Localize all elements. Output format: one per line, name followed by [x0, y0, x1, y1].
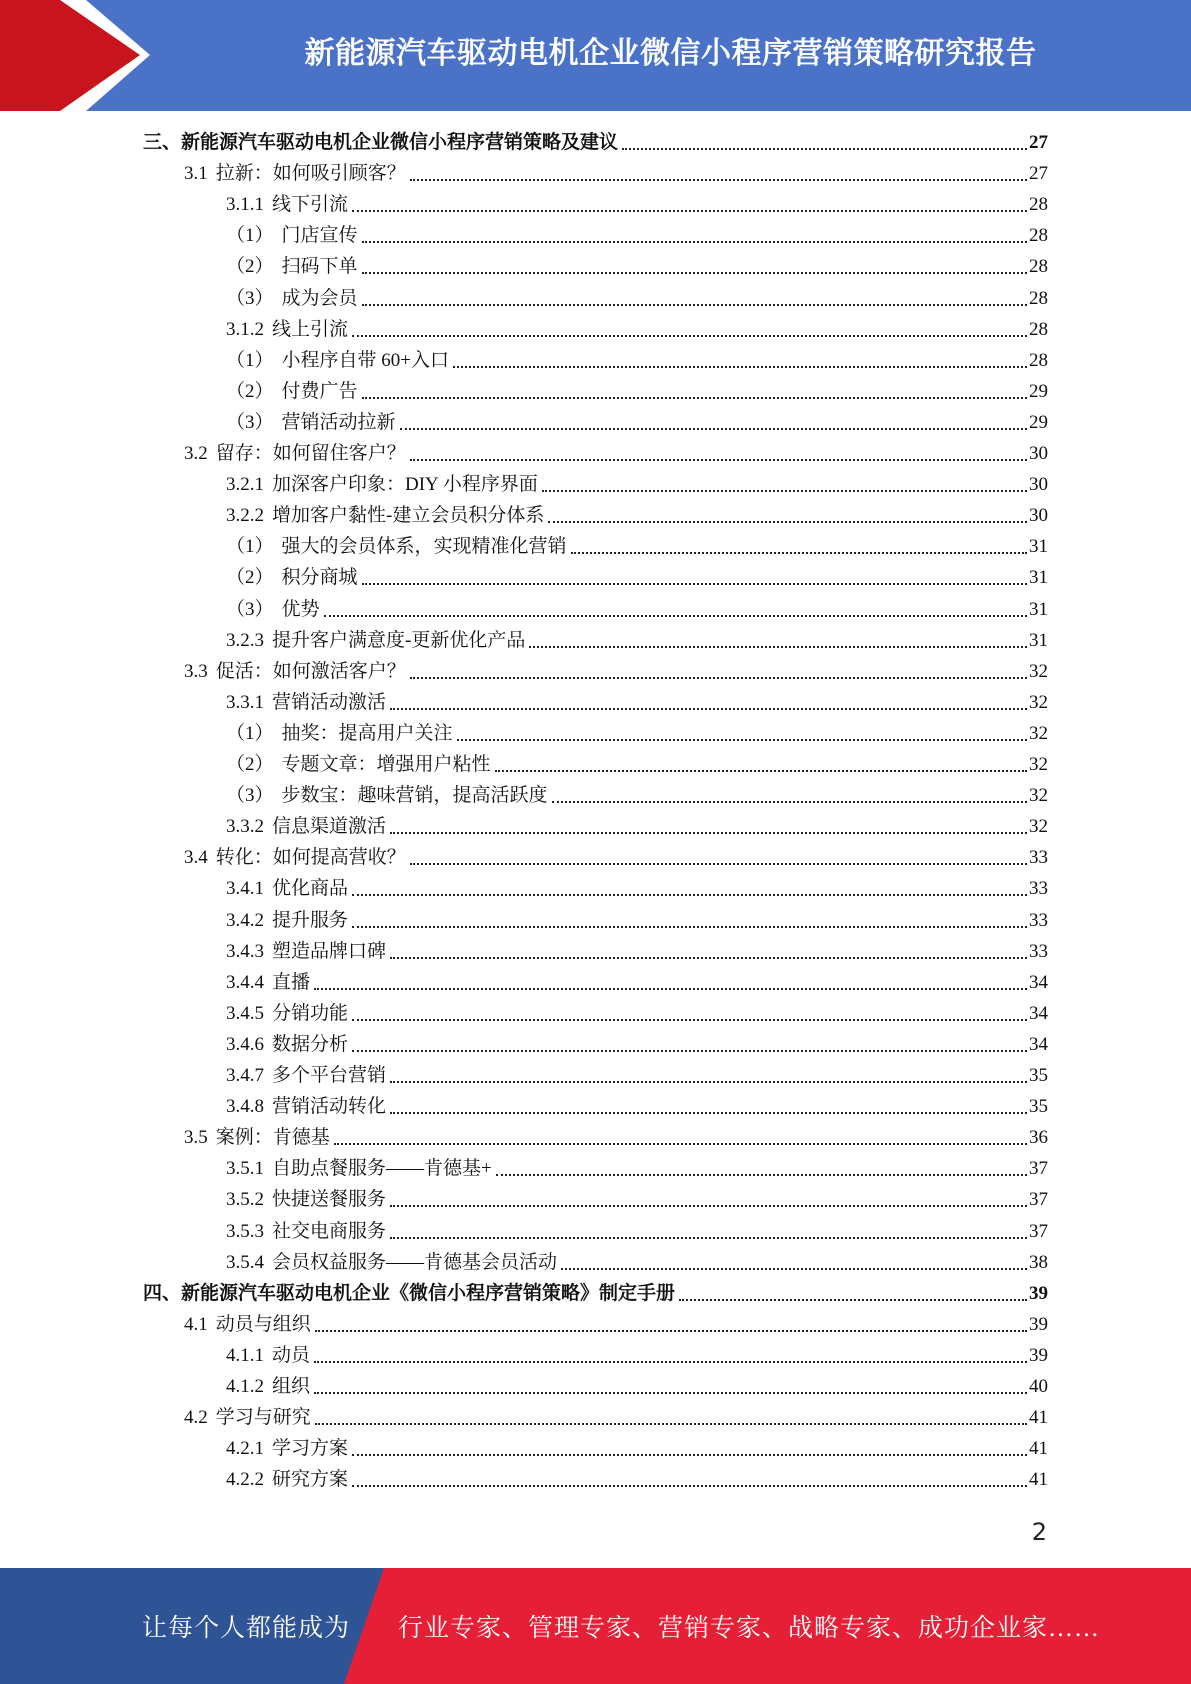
toc-entry[interactable]	[226, 1372, 1048, 1402]
toc-entry-number: 4.2.2	[226, 1469, 264, 1491]
toc-entry-number: 3.4.4	[226, 971, 264, 993]
toc-entry[interactable]	[143, 1279, 1048, 1309]
toc-entry-page: 27	[1029, 132, 1048, 153]
toc-dot-leader	[352, 1454, 1027, 1456]
toc-entry[interactable]	[226, 1061, 1048, 1091]
toc-entry-number: （3）	[226, 287, 274, 309]
toc-entry-page: 35	[1029, 1096, 1048, 1118]
toc-entry-title: 动员与组织	[215, 1313, 311, 1335]
toc-entry-number: 4.1	[184, 1313, 208, 1335]
toc-entry-page: 37	[1029, 1189, 1048, 1211]
toc-entry[interactable]	[184, 657, 1048, 687]
toc-entry-page: 30	[1029, 443, 1048, 464]
toc-entry-page: 41	[1029, 1469, 1048, 1491]
toc-entry-title: 动员	[272, 1344, 311, 1366]
toc-entry[interactable]	[226, 999, 1048, 1029]
toc-entry[interactable]	[184, 1123, 1048, 1153]
toc-dot-leader	[410, 179, 1027, 181]
toc-dot-leader	[390, 1237, 1027, 1239]
toc-entry-page: 27	[1029, 163, 1048, 185]
toc-entry-page: 33	[1029, 847, 1048, 869]
toc-entry-title: 数据分析	[272, 1033, 349, 1055]
toc-entry[interactable]	[226, 750, 1048, 780]
toc-entry-page: 37	[1029, 1158, 1048, 1180]
toc-entry-number: 4.2.1	[226, 1438, 264, 1460]
toc-entry-number: 3.1.2	[226, 318, 264, 340]
toc-dot-leader	[352, 894, 1027, 896]
toc-dot-leader	[352, 335, 1027, 337]
toc-dot-leader	[390, 708, 1027, 710]
toc-dot-leader	[548, 521, 1027, 523]
toc-entry-title: 新能源汽车驱动电机企业微信小程序营销策略及建议	[181, 132, 619, 153]
toc-entry[interactable]	[226, 346, 1048, 376]
toc-entry[interactable]	[226, 906, 1048, 936]
toc-entry-title: 优势	[281, 598, 320, 620]
toc-entry-number: 3.4.6	[226, 1033, 264, 1055]
toc-entry[interactable]	[226, 315, 1048, 345]
toc-dot-leader	[622, 148, 1027, 150]
toc-entry-page: 40	[1029, 1376, 1048, 1397]
toc-entry-title: 优化商品	[272, 878, 349, 900]
toc-entry-page: 33	[1029, 878, 1048, 900]
toc-dot-leader	[362, 241, 1027, 243]
toc-entry-number: 四、	[143, 1282, 182, 1304]
toc-entry-number: （2）	[226, 380, 274, 402]
toc-entry-title: 社交电商服务	[272, 1220, 387, 1242]
toc-entry[interactable]	[143, 128, 1048, 158]
toc-entry-page: 37	[1029, 1220, 1048, 1242]
toc-entry-page: 30	[1029, 474, 1048, 496]
toc-entry-title: 步数宝：趣味营销，提高活跃度	[281, 785, 548, 807]
toc-entry[interactable]	[184, 1310, 1048, 1340]
toc-entry[interactable]	[226, 377, 1048, 407]
toc-entry-number: 4.1.2	[226, 1376, 264, 1397]
toc-entry-number: 3.4.3	[226, 940, 264, 962]
toc-entry-page: 32	[1029, 660, 1048, 682]
toc-dot-leader	[410, 459, 1027, 461]
toc-entry-number: 3.4.7	[226, 1065, 264, 1086]
toc-dot-leader	[410, 677, 1027, 679]
toc-entry-title: 分销功能	[272, 1002, 349, 1024]
toc-dot-leader	[400, 428, 1027, 430]
toc-dot-leader	[352, 1050, 1027, 1052]
toc-entry-page: 34	[1029, 1033, 1048, 1055]
toc-entry-title: 专题文章：增强用户粘性	[281, 754, 491, 775]
toc-entry-page: 34	[1029, 971, 1048, 993]
toc-entry-number: 3.3.1	[226, 691, 264, 713]
toc-dot-leader	[390, 1112, 1027, 1114]
toc-entry-number: （3）	[226, 411, 274, 433]
toc-entry[interactable]	[226, 190, 1048, 220]
toc-entry-page: 32	[1029, 785, 1048, 807]
toc-entry-title: 付费广告	[281, 380, 358, 402]
toc-entry-title: 组织	[272, 1376, 311, 1397]
toc-entry-title: 强大的会员体系，实现精准化营销	[281, 536, 567, 558]
toc-entry-page: 39	[1029, 1344, 1048, 1366]
toc-dot-leader	[561, 1268, 1027, 1270]
report-title: 新能源汽车驱动电机企业微信小程序营销策略研究报告	[304, 36, 1037, 71]
toc-entry[interactable]	[226, 968, 1048, 998]
toc-entry-number: （1）	[226, 349, 274, 371]
toc-entry-page: 41	[1029, 1407, 1048, 1429]
toc-entry-title: 抽奖：提高用户关注	[281, 722, 453, 744]
toc-entry[interactable]	[226, 781, 1048, 811]
toc-dot-leader	[410, 863, 1027, 865]
page-header	[0, 0, 1191, 111]
toc-dot-leader	[495, 770, 1027, 772]
toc-entry[interactable]	[226, 1465, 1048, 1495]
toc-entry-page: 39	[1029, 1282, 1048, 1304]
toc-entry-page: 28	[1029, 287, 1048, 309]
page-number: 2	[1031, 1518, 1047, 1546]
toc-dot-leader	[362, 583, 1027, 585]
toc-dot-leader	[571, 552, 1027, 554]
toc-entry-number: （2）	[226, 754, 274, 775]
toc-entry-number: 3.5.3	[226, 1220, 264, 1242]
toc-entry-page: 33	[1029, 940, 1048, 962]
toc-entry-number: （3）	[226, 598, 274, 620]
toc-entry-page: 35	[1029, 1065, 1048, 1086]
toc-dot-leader	[542, 490, 1027, 492]
toc-entry-title: 快捷送餐服务	[272, 1189, 387, 1211]
toc-entry[interactable]	[226, 501, 1048, 531]
toc-entry-title: 加深客户印象：DIY 小程序界面	[272, 474, 538, 496]
toc-entry-number: 3.3.2	[226, 816, 264, 838]
toc-entry[interactable]	[226, 1030, 1048, 1060]
footer-slogan-lead: 让每个人都能成为	[142, 1615, 351, 1642]
toc-entry[interactable]	[184, 843, 1048, 873]
toc-entry[interactable]	[226, 284, 1048, 314]
toc-entry-page: 31	[1029, 567, 1048, 589]
toc-dot-leader	[352, 1485, 1027, 1487]
toc-entry-title: 学习与研究	[215, 1407, 311, 1429]
toc-entry[interactable]	[226, 937, 1048, 967]
toc-entry-number: 3.3	[184, 660, 208, 682]
toc-dot-leader	[314, 988, 1027, 990]
toc-entry-title: 塑造品牌口碑	[272, 940, 387, 962]
toc-entry-page: 29	[1029, 411, 1048, 433]
toc-entry-page: 30	[1029, 505, 1048, 527]
toc-entry-number: （3）	[226, 785, 274, 807]
toc-entry-title: 促活：如何激活客户？	[215, 660, 406, 682]
toc-dot-leader	[314, 1392, 1027, 1394]
toc-entry[interactable]	[226, 221, 1048, 251]
toc-entry-number: （1）	[226, 225, 274, 247]
toc-entry-title: 自助点餐服务——肯德基+	[272, 1158, 492, 1180]
toc-entry-number: 3.4	[184, 847, 208, 869]
toc-entry-title: 直播	[272, 971, 311, 993]
toc-entry-page: 38	[1029, 1251, 1048, 1273]
toc-entry[interactable]	[226, 563, 1048, 593]
toc-dot-leader	[352, 926, 1027, 928]
toc-entry-number: 三、	[143, 132, 182, 153]
toc-entry[interactable]	[226, 1154, 1048, 1184]
toc-entry-title: 成为会员	[281, 287, 358, 309]
toc-entry-page: 28	[1029, 349, 1048, 371]
toc-dot-leader	[453, 366, 1027, 368]
toc-entry-title: 案例：肯德基	[215, 1127, 330, 1149]
toc-dot-leader	[529, 646, 1027, 648]
toc-dot-leader	[390, 1205, 1027, 1207]
toc-entry[interactable]	[226, 1185, 1048, 1215]
toc-entry[interactable]	[184, 159, 1048, 189]
toc-entry-title: 会员权益服务——肯德基会员活动	[272, 1251, 558, 1273]
toc-entry[interactable]	[226, 470, 1048, 500]
toc-entry-page: 34	[1029, 1002, 1048, 1024]
toc-entry-title: 线上引流	[272, 318, 349, 340]
toc-entry-title: 门店宣传	[281, 225, 358, 247]
toc-dot-leader	[352, 210, 1027, 212]
toc-dot-leader	[314, 1361, 1027, 1363]
toc-entry-number: （1）	[226, 722, 274, 744]
toc-dot-leader	[552, 801, 1027, 803]
toc-entry-number: （2）	[226, 567, 274, 589]
toc-entry[interactable]	[226, 719, 1048, 749]
toc-entry-number: 3.4.1	[226, 878, 264, 900]
toc-entry-page: 32	[1029, 691, 1048, 713]
toc-dot-leader	[496, 1174, 1027, 1176]
toc-entry[interactable]	[226, 408, 1048, 438]
toc-entry-page: 32	[1029, 816, 1048, 838]
toc-dot-leader	[362, 397, 1027, 399]
toc-dot-leader	[390, 832, 1027, 834]
toc-dot-leader	[334, 1143, 1027, 1145]
toc-dot-leader	[362, 272, 1027, 274]
toc-entry[interactable]	[226, 595, 1048, 625]
footer-slogan-list: 行业专家、管理专家、营销专家、战略专家、成功企业家……	[398, 1615, 1101, 1642]
toc-entry[interactable]	[226, 874, 1048, 904]
toc-dot-leader	[315, 1330, 1027, 1332]
toc-entry-page: 39	[1029, 1313, 1048, 1335]
toc-entry-title: 小程序自带 60+入口	[281, 349, 449, 371]
toc-entry-title: 信息渠道激活	[272, 816, 387, 838]
toc-entry-page: 31	[1029, 598, 1048, 620]
toc-entry-page: 41	[1029, 1438, 1048, 1460]
toc-entry-number: 3.4.2	[226, 909, 264, 931]
toc-entry[interactable]	[226, 1434, 1048, 1464]
toc-entry-number: 4.1.1	[226, 1344, 264, 1366]
toc-entry-page: 28	[1029, 225, 1048, 247]
toc-entry-number: （2）	[226, 256, 274, 278]
toc-entry-number: 3.1	[184, 163, 208, 185]
toc-entry-number: 3.2.3	[226, 629, 264, 651]
toc-entry-title: 营销活动拉新	[281, 411, 396, 433]
toc-entry-title: 学习方案	[272, 1438, 349, 1460]
toc-entry[interactable]	[226, 1341, 1048, 1371]
toc-dot-leader	[362, 304, 1027, 306]
toc-entry-number: 3.5.4	[226, 1251, 264, 1273]
toc-entry-page: 32	[1029, 754, 1048, 775]
toc-dot-leader	[457, 739, 1027, 741]
toc-entry-title: 增加客户黏性-建立会员积分体系	[272, 505, 545, 527]
toc-entry[interactable]	[226, 688, 1048, 718]
toc-entry[interactable]	[226, 252, 1048, 282]
toc-entry-title: 营销活动激活	[272, 691, 387, 713]
toc-entry-title: 拉新：如何吸引顾客？	[215, 163, 406, 185]
toc-entry-title: 营销活动转化	[272, 1096, 387, 1118]
toc-entry-title: 新能源汽车驱动电机企业《微信小程序营销策略》制定手册	[181, 1282, 676, 1304]
toc-entry-number: 3.5	[184, 1127, 208, 1149]
toc-entry[interactable]	[184, 1403, 1048, 1433]
toc-dot-leader	[324, 615, 1027, 617]
toc-entry-number: 3.5.1	[226, 1158, 264, 1180]
toc-entry-title: 多个平台营销	[272, 1065, 387, 1086]
toc-entry-title: 研究方案	[272, 1469, 349, 1491]
toc-dot-leader	[352, 1019, 1027, 1021]
toc-entry[interactable]	[226, 532, 1048, 562]
toc-entry-page: 28	[1029, 256, 1048, 278]
toc-entry[interactable]	[184, 439, 1048, 469]
toc-dot-leader	[390, 957, 1027, 959]
toc-entry-page: 29	[1029, 380, 1048, 402]
toc-entry-number: 3.5.2	[226, 1189, 264, 1211]
toc-entry-page: 28	[1029, 318, 1048, 340]
toc-entry[interactable]	[226, 1092, 1048, 1122]
toc-entry-number: 3.2.1	[226, 474, 264, 496]
toc-entry-number: 3.2.2	[226, 505, 264, 527]
toc-dot-leader	[315, 1423, 1027, 1425]
toc-entry-number: 3.4.8	[226, 1096, 264, 1118]
toc-entry[interactable]	[226, 812, 1048, 842]
toc-entry-number: 3.4.5	[226, 1002, 264, 1024]
toc-entry[interactable]	[226, 626, 1048, 656]
toc-dot-leader	[679, 1299, 1027, 1301]
toc-entry-page: 36	[1029, 1127, 1048, 1149]
toc-entry-title: 提升客户满意度-更新优化产品	[272, 629, 526, 651]
toc-entry-title: 转化：如何提高营收？	[215, 847, 406, 869]
toc-entry[interactable]	[226, 1248, 1048, 1278]
toc-entry-title: 扫码下单	[281, 256, 358, 278]
toc-entry-page: 32	[1029, 722, 1048, 744]
toc-entry-page: 31	[1029, 629, 1048, 651]
toc-entry-title: 留存：如何留住客户？	[215, 443, 406, 464]
toc-entry-number: 3.1.1	[226, 194, 264, 216]
toc-entry-page: 33	[1029, 909, 1048, 931]
toc-entry-number: 4.2	[184, 1407, 208, 1429]
toc-dot-leader	[390, 1081, 1027, 1083]
toc-entry-page: 28	[1029, 194, 1048, 216]
page-footer	[0, 1568, 1191, 1684]
toc-entry-title: 提升服务	[272, 909, 349, 931]
toc-entry-number: （1）	[226, 536, 274, 558]
toc-entry-title: 积分商城	[281, 567, 358, 589]
toc-entry[interactable]	[226, 1217, 1048, 1247]
toc-entry-page: 31	[1029, 536, 1048, 558]
toc-entry-number: 3.2	[184, 443, 208, 464]
toc-entry-title: 线下引流	[272, 194, 349, 216]
